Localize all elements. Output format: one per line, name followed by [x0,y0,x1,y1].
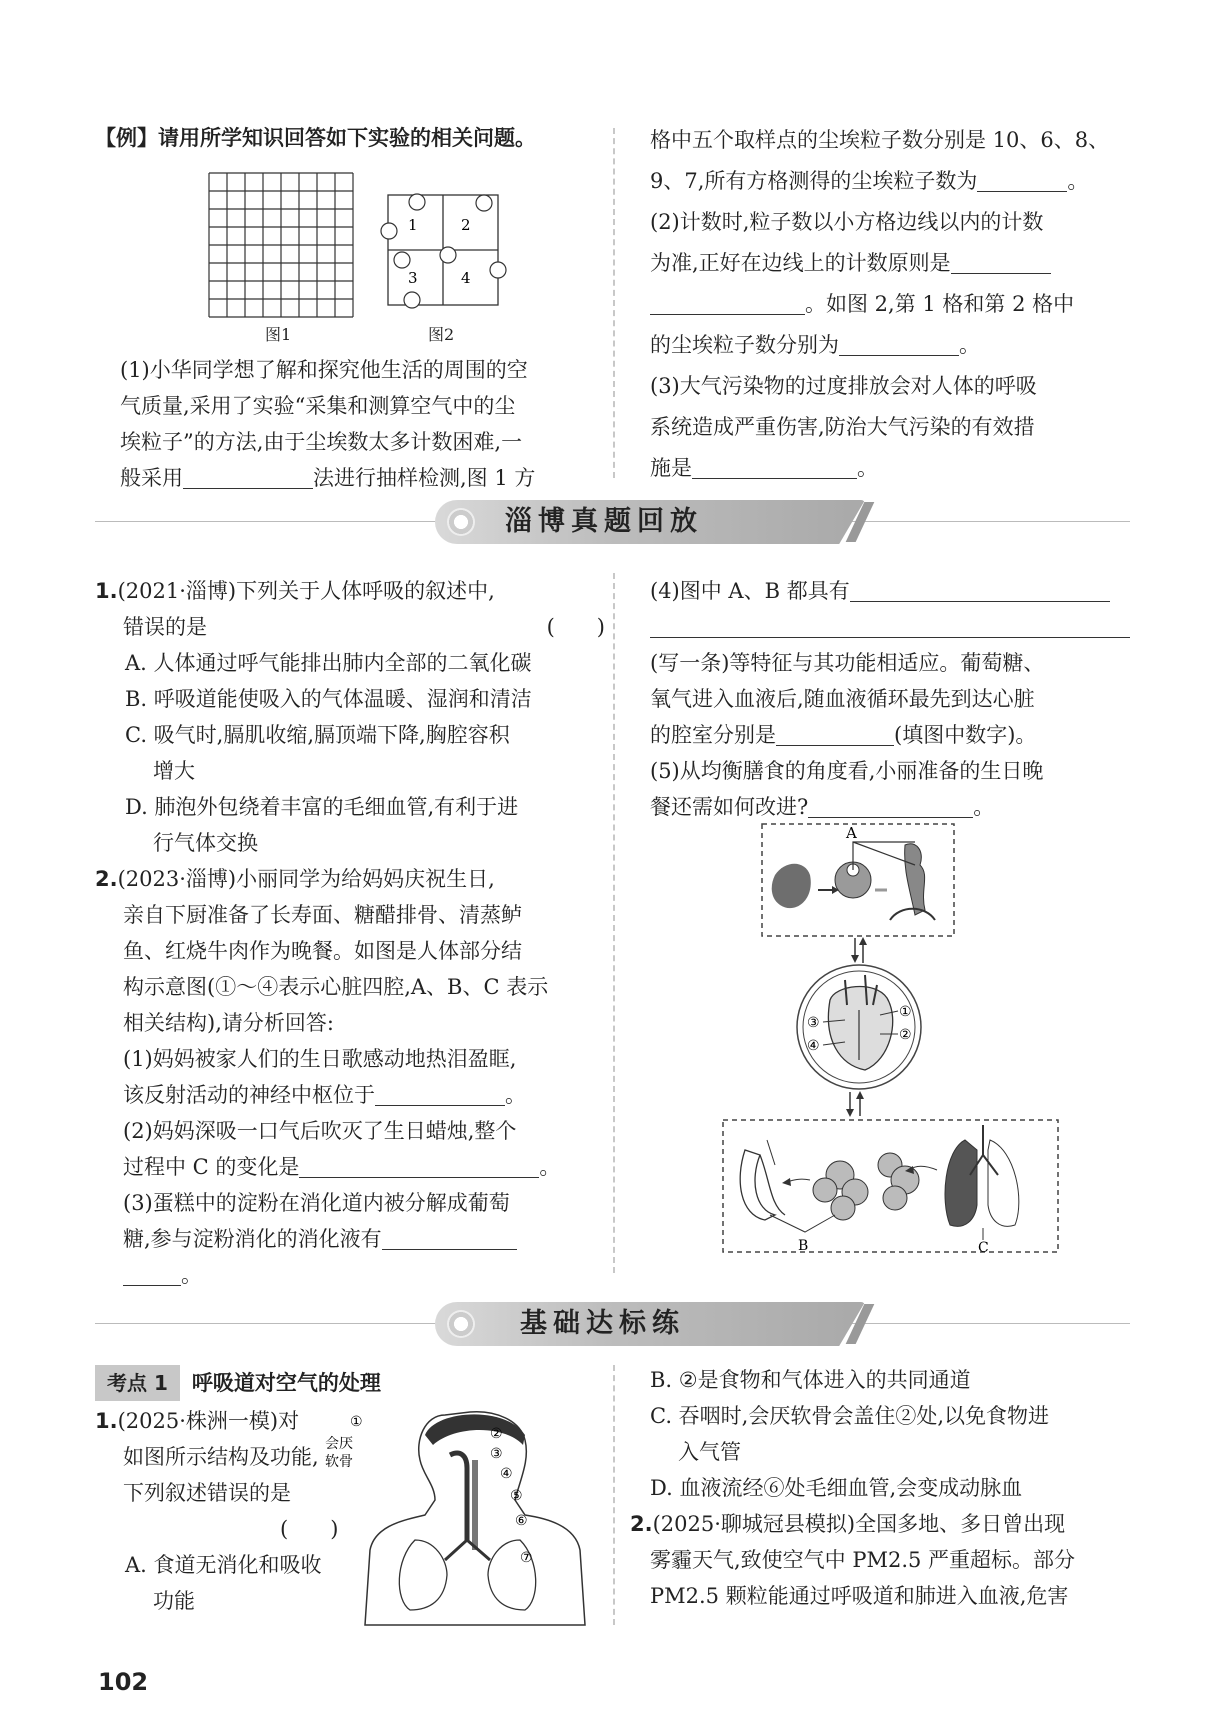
section-banner-2 [95,1302,1130,1346]
answer-blank[interactable] [692,456,857,479]
option-a[interactable]: A. 食道无消化和吸收 [125,1553,322,1577]
label-2: ② [899,1027,912,1043]
text-line: 。如图 2,第 1 格和第 2 格中 [805,292,1075,316]
option-d-cont: 行气体交换 [153,831,258,855]
text-line: 。 [1067,169,1089,193]
text-line: 。 [505,1083,526,1107]
text-line: (3)大气污染物的过度排放会对人体的呼吸 [650,374,1037,398]
question-number: 2. [95,867,118,891]
text-line: (3)蛋糕中的淀粉在消化道内被分解成葡萄 [123,1191,510,1215]
page-number: 102 [98,1668,149,1696]
section-banner-1 [95,500,1130,544]
kaodian-title: 呼吸道对空气的处理 [191,1371,381,1395]
question-number: 1. [95,1409,118,1433]
text-line: 鱼、红烧牛肉作为晚餐。如图是人体部分结 [123,939,522,963]
text-line: (2021·淄博)下列关于人体呼吸的叙述中, [117,579,495,603]
column-divider [613,573,615,1273]
text-line: 的腔室分别是 [650,723,776,747]
question-number: 2. [630,1512,653,1536]
kaodian-1-right [630,1362,1140,1614]
text-line: 下列叙述错误的是 [123,1481,291,1505]
respiratory-system-figure [325,1400,595,1625]
answer-blank[interactable] [839,333,959,356]
text-line: 法进行抽样检测,图 1 方 [313,466,536,490]
text-line: (2)妈妈深吸一口气后吹灭了生日蜡烛,整个 [123,1119,517,1143]
answer-blank[interactable] [808,795,973,818]
text-line: 般采用 [120,466,183,490]
text-line: (5)从均衡膳食的角度看,小丽准备的生日晚 [650,759,1044,783]
text-line: 。 [181,1263,202,1287]
text-line: 亲自下厨准备了长寿面、糖醋排骨、清蒸鲈 [123,903,522,927]
label-a: A [846,824,857,842]
kaodian-tag: 考点 1 [95,1365,180,1401]
option-d[interactable]: D. 血液流经⑥处毛细血管,会变成动脉血 [650,1476,1023,1500]
fig-label-5: ⑤ [510,1488,523,1504]
option-b[interactable]: B. ②是食物和气体进入的共同通道 [650,1368,971,1392]
text-line: (填图中数字)。 [894,723,1037,747]
text-line: 。 [959,333,980,357]
text-line: 糖,参与淀粉消化的消化液有 [123,1227,382,1251]
text-line: 相关结构),请分析回答: [123,1011,334,1035]
answer-blank[interactable] [951,251,1051,274]
text-line: 埃粒子”的方法,由于尘埃数太多计数困难,一 [120,430,523,454]
fig2-cell-1: 1 [408,216,418,234]
fig-label-6: ⑥ [515,1513,528,1529]
text-line: 。 [857,456,878,480]
text-line: 的尘埃粒子数分别为 [650,333,839,357]
fig-label-3: ③ [490,1446,503,1462]
answer-blank[interactable] [382,1227,517,1250]
text-line: (1)妈妈被家人们的生日歌感动地热泪盈眶, [123,1047,517,1071]
answer-blank[interactable] [375,1083,505,1106]
text-line: 格中五个取样点的尘埃粒子数分别是 10、6、8、 [650,128,1110,152]
example-left [95,120,595,156]
zibo-questions-right [650,573,1140,825]
text-line: 。 [973,795,995,819]
text-line: (1)小华同学想了解和探究他生活的周围的空 [120,358,528,382]
figure-1-grid [206,170,356,320]
option-a-cont: 功能 [153,1589,195,1613]
option-c-cont: 增大 [153,759,195,783]
text-line: (2)计数时,粒子数以小方格边线以内的计数 [650,210,1044,234]
example-title: 【例】请用所学知识回答如下实验的相关问题。 [95,125,536,150]
fig-label-7: ⑦ [520,1550,533,1566]
body-structure-figure [715,820,1065,1260]
option-b[interactable]: B. 呼吸道能使吸入的气体温暖、湿润和清洁 [125,687,532,711]
text-line: 9、7,所有方格测得的尘埃粒子数为 [650,169,978,193]
figure-1-caption: 图1 [265,325,292,344]
answer-blank[interactable] [650,615,1130,638]
figure-2-caption: 图2 [428,325,455,344]
label-b: B [798,1238,809,1254]
answer-blank[interactable] [977,169,1067,192]
option-c[interactable]: C. 吞咽时,会厌软骨会盖住②处,以免食物进 [650,1404,1050,1428]
figure-2-quadrants [378,185,513,320]
text-line: 氧气进入血液后,随血液循环最先到达心脏 [650,687,1035,711]
fig-label-2: ② [490,1426,503,1442]
answer-blank[interactable] [776,723,894,746]
answer-paren[interactable]: ( ) [280,1517,339,1541]
column-divider [613,1365,615,1625]
text-line: 构示意图(①～④表示心脏四腔,A、B、C 表示 [123,975,549,999]
column-divider [613,128,615,478]
example-right [650,120,1140,489]
fig-text-epiglottis-2: 软骨 [325,1454,353,1470]
fig2-cell-4: 4 [461,269,471,287]
text-line: 气质量,采用了实验“采集和测算空气中的尘 [120,394,516,418]
answer-blank[interactable] [650,292,805,315]
option-a[interactable]: A. 人体通过呼气能排出肺内全部的二氧化碳 [125,651,532,675]
text-line: (2025·株洲一模)对 [117,1409,300,1433]
fig2-cell-3: 3 [408,269,418,287]
text-line: 施是 [650,456,692,480]
fig-text-epiglottis-1: 会厌 [325,1436,353,1452]
label-c: C [978,1240,989,1256]
text-line: PM2.5 颗粒能通过呼吸道和肺进入血液,危害 [650,1584,1069,1608]
text-line: 。 [539,1155,561,1179]
text-line: 餐还需如何改进? [650,795,809,819]
text-line: 该反射活动的神经中枢位于 [123,1083,375,1107]
answer-blank[interactable] [299,1155,539,1178]
fig-label-4: ④ [500,1466,513,1482]
option-c[interactable]: C. 吸气时,膈肌收缩,膈顶端下降,胸腔容积 [125,723,510,747]
section-title: 基础达标练 [520,1308,685,1339]
text-line: (2023·淄博)小丽同学为给妈妈庆祝生日, [117,867,495,891]
label-1: ① [899,1004,912,1020]
answer-blank[interactable] [123,1263,181,1286]
question-number: 1. [95,579,118,603]
text-line: (4)图中 A、B 都具有 [650,579,850,603]
option-d[interactable]: D. 肺泡外包绕着丰富的毛细血管,有利于进 [125,795,519,819]
fig2-cell-2: 2 [461,216,471,234]
text-line: 为准,正好在边线上的计数原则是 [650,251,951,275]
text-line: 过程中 C 的变化是 [123,1155,300,1179]
text-line: 如图所示结构及功能, [123,1445,319,1469]
example-q1 [120,352,600,496]
label-3: ③ [807,1015,820,1031]
label-4: ④ [807,1038,820,1054]
answer-blank[interactable] [183,466,313,489]
fig-label-1: ① [350,1414,363,1430]
answer-blank[interactable] [850,579,1110,602]
text-line: (写一条)等特征与其功能相适应。葡萄糖、 [650,651,1045,675]
zibo-questions-left [95,573,605,1293]
option-c-cont: 入气管 [678,1440,741,1464]
section-title: 淄博真题回放 [505,506,703,537]
answer-paren[interactable]: ( ) [546,615,605,639]
text-line: 雾霾天气,致使空气中 PM2.5 严重超标。部分 [650,1548,1076,1572]
text-line: 系统造成严重伤害,防治大气污染的有效措 [650,415,1035,439]
text-line: (2025·聊城冠县模拟)全国多地、多日曾出现 [652,1512,1066,1536]
text-line: 错误的是 [123,615,207,639]
